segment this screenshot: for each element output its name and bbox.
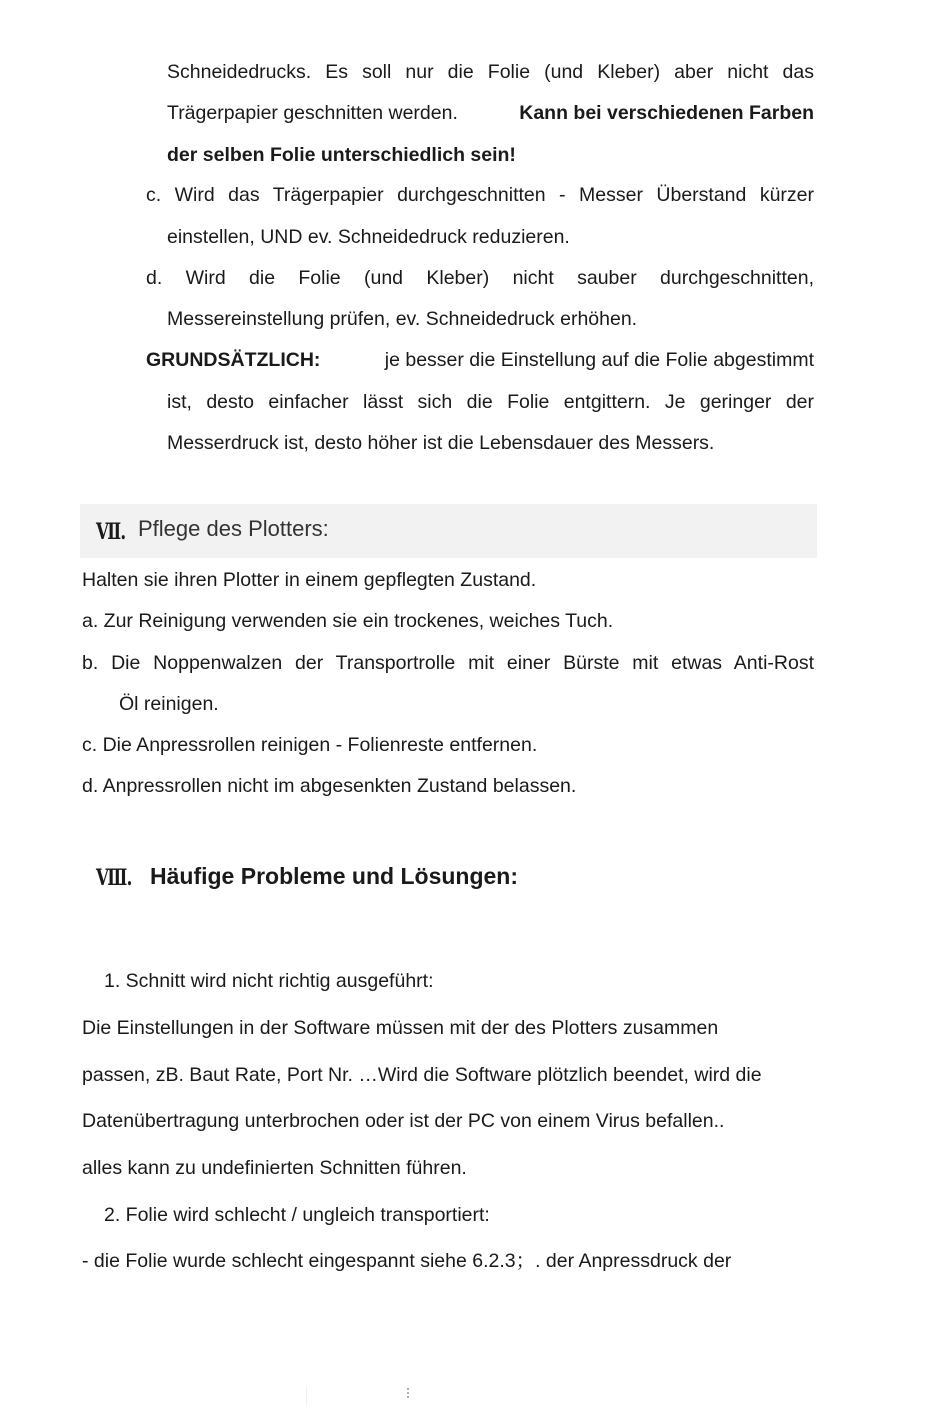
text-emphasis: der selben Folie unterschiedlich sein! [167,144,516,166]
list-item-b-cont: Öl reinigen. [119,693,219,715]
footer-mark [407,1388,411,1398]
text-normal: je besser die Einstellung auf die Folie abgestimmt [379,349,814,371]
text-normal: Trägerpapier geschnitten werden. [167,102,458,124]
list-item-d: d. Wird die Folie (und Kleber) nicht sauber durchgeschnitten, [146,267,814,289]
grundsaetzlich-label: GRUNDSÄTZLICH: [146,349,321,371]
problem-heading: 1. Schnitt wird nicht richtig ausgeführt: [104,970,434,992]
text-line: - die Folie wurde schlecht eingespannt siehe 6.2.3；. der Anpressdruck der [82,1250,732,1272]
list-item-b: b. Die Noppenwalzen der Transportrolle mit einer Bürste mit etwas Anti-Rost [82,652,814,674]
section-numeral: Ⅶ. [96,519,126,545]
list-item-d: d. Anpressrollen nicht im abgesenkten Zustand belassen. [82,775,577,797]
list-item-c-cont: einstellen, UND ev. Schneidedruck reduzieren. [167,226,570,248]
text-line: ist, desto einfacher lässt sich die Folie entgittern. Je geringer der [167,391,814,413]
problem-heading: 2. Folie wird schlecht / ungleich transportiert: [104,1204,490,1226]
text-emphasis: Kann bei verschiedenen Farben [519,102,814,124]
list-item-d-cont: Messereinstellung prüfen, ev. Schneidedruck erhöhen. [167,308,638,330]
section-title: Häufige Probleme und Lösungen: [150,863,519,889]
grundsaetzlich-line [146,348,814,372]
section-numeral: Ⅷ. [96,865,132,891]
text-line: alles kann zu undefinierten Schnitten führen. [82,1157,467,1179]
text-line: passen, zB. Baut Rate, Port Nr. …Wird die Software plötzlich beendet, wird die [82,1064,762,1086]
section-title: Pflege des Plotters: [138,516,329,541]
list-item-c: c. Die Anpressrollen reinigen - Folienreste entfernen. [82,734,538,756]
text-line: Die Einstellungen in der Software müssen mit der des Plotters zusammen [82,1017,719,1039]
text-line: Datenübertragung unterbrochen oder ist der PC von einem Virus befallen.. [82,1110,725,1132]
paragraph: Halten sie ihren Plotter in einem gepflegten Zustand. [82,569,537,591]
list-item-a: a. Zur Reinigung verwenden sie ein trockenes, weiches Tuch. [82,610,614,632]
text-line: Schneidedrucks. Es soll nur die Folie (und Kleber) aber nicht das [167,61,814,83]
list-item-c: c. Wird das Trägerpapier durchgeschnitten - Messer Überstand kürzer [146,184,814,206]
text-line [167,101,814,125]
text-line: Messerdruck ist, desto höher ist die Lebensdauer des Messers. [167,432,715,454]
footer-divider [306,1386,307,1406]
